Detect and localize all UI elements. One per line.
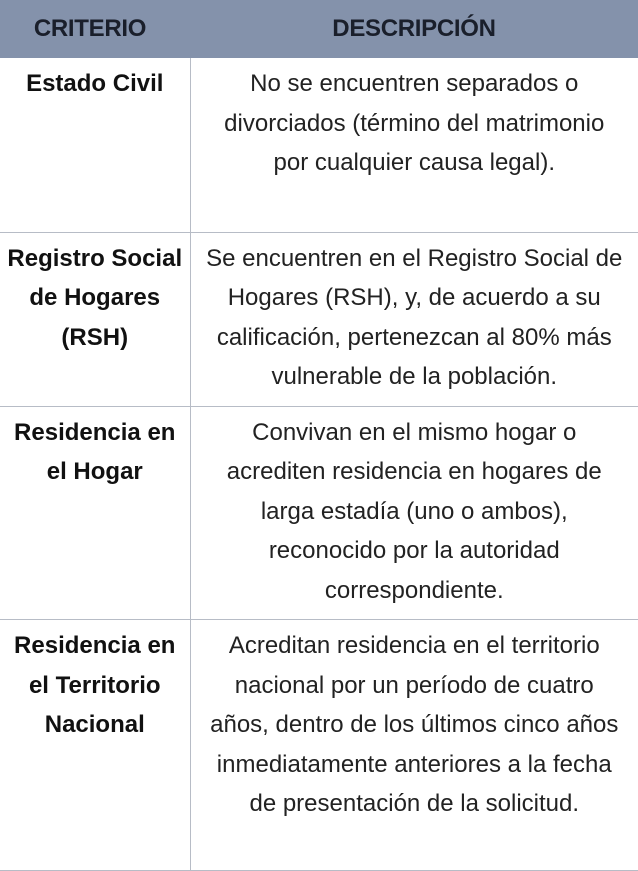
table-row bbox=[0, 58, 638, 232]
header-descripcion: DESCRIPCIÓN bbox=[332, 15, 496, 42]
header-criterio: CRITERIO bbox=[33, 15, 147, 42]
criterio-cell: Estado Civil bbox=[0, 58, 190, 232]
descripcion-cell: Convivan en el mismo hogar o acrediten residencia en hogares de larga estadía (uno o ambos), reconocido por la autoridad correspondiente. bbox=[226, 418, 602, 604]
table-row bbox=[0, 406, 638, 620]
table-row bbox=[0, 232, 638, 406]
descripcion-cell: Se encuentren en el Registro Social de Hogares (RSH), y, de acuerdo a su calificación, pertenezcan al 80% más vulnerable de la población. bbox=[206, 244, 623, 390]
descripcion-cell: Acreditan residencia en el territorio nacional por un período de cuatro años, dentro de los últimos cinco años inmediatamente anteriores a la fecha de presentación de la solicitud. bbox=[210, 632, 619, 817]
descripcion-cell: No se encuentren separados o divorciados (término del matrimonio por cualquier causa legal). bbox=[224, 70, 605, 176]
criterio-cell: Residencia en el Hogar bbox=[0, 406, 190, 620]
table-header-row bbox=[0, 0, 638, 58]
criterio-cell: Registro Social de Hogares (RSH) bbox=[0, 232, 190, 406]
table-row bbox=[0, 620, 638, 871]
criterio-cell: Residencia en el Territorio Nacional bbox=[0, 620, 190, 871]
